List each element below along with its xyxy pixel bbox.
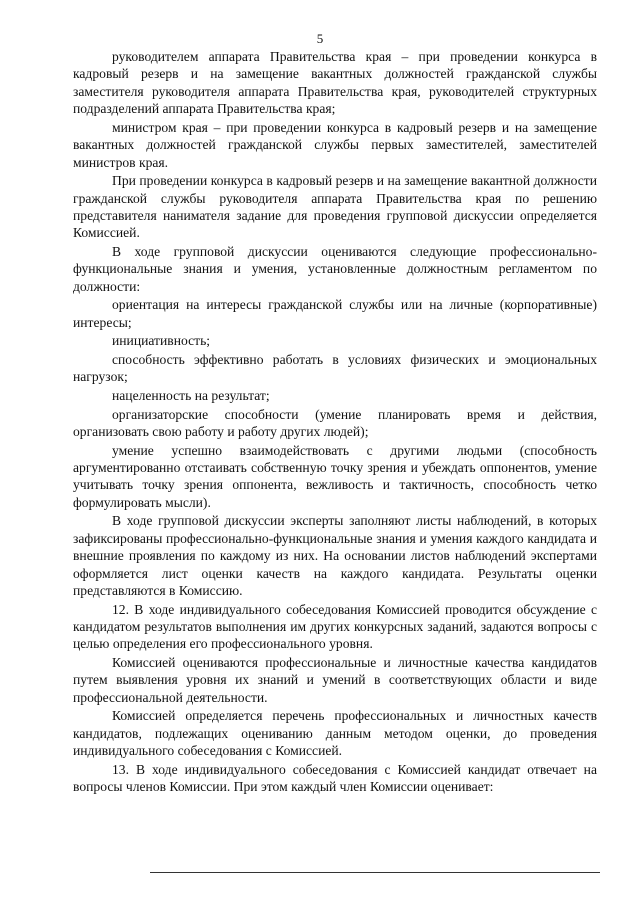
paragraph: При проведении конкурса в кадровый резерв и на замещение вакантной должности гражданской службы руководителя аппарата Правительства края по решению представителя нанимателя задание для проведения групповой дискуссии определяется Комиссией. — [73, 173, 597, 241]
paragraph: В ходе групповой дискуссии оцениваются следующие профессионально-функциональные знания и умения, установленные должностным регламентом по должности: — [73, 244, 597, 294]
list-item: инициативность; — [112, 333, 211, 349]
paragraph: министром края – при проведении конкурса в кадровый резерв и на замещение вакантных должностей гражданской службы первых заместителей, заместителей министров края. — [73, 119, 597, 170]
page-number: 5 — [316, 31, 324, 46]
paragraph: 12. В ходе индивидуального собеседования Комиссией проводится обсуждение с кандидатом результатов выполнения им других конкурсных заданий, задаются вопросы с целью определения его профессионального уровня. — [73, 601, 597, 652]
paragraph: Комиссией оцениваются профессиональные и личностные качества кандидатов путем выявления уровня их знаний и умений в соответствующих области и виде профессиональной деятельности. — [73, 655, 597, 705]
list-item: способность эффективно работать в условиях физических и эмоциональных нагрузок; — [73, 352, 597, 385]
paragraph: руководителем аппарата Правительства края – при проведении конкурса в кадровый резерв и на замещение вакантных должностей гражданской службы заместителя руководителя аппарата Правительства края, руководителей структурных подразделений аппарата Правительства края; — [73, 49, 597, 117]
list-item: организаторские способности (умение планировать время и действия, организовать свою работу и работу других людей); — [73, 406, 597, 440]
list-item: нацеленность на результат; — [112, 388, 270, 404]
paragraph: 13. В ходе индивидуального собеседования с Комиссией кандидат отвечает на вопросы членов Комиссии. При этом каждый член Комиссии оценивает: — [73, 761, 597, 795]
paragraph: В ходе групповой дискуссии эксперты заполняют листы наблюдений, в которых зафиксированы профессионально-функциональные знания и умения каждого кандидата и внешние проявления по каждому из них. На основании листов наблюдений экспертами оформляется лист оценки качеств на каждого кандидата. Результаты оценки представляются в Комиссию. — [73, 513, 597, 599]
list-item: умение успешно взаимодействовать с другими людьми (способность аргументированно отстаивать собственную точку зрения и убеждать оппонентов, умение учитывать точку зрения оппонента, вежливость и тактичность, способность четко формулировать мысли). — [73, 442, 597, 510]
list-item: ориентация на интересы гражданской службы или на личные (корпоративные) интересы; — [73, 297, 597, 330]
paragraph: Комиссией определяется перечень профессиональных и личностных качеств кандидатов, подлежащих оцениванию данным методом оценки, до проведения индивидуального собеседования с Комиссией. — [73, 708, 597, 759]
document-body — [73, 48, 597, 797]
bottom-divider — [150, 872, 600, 873]
